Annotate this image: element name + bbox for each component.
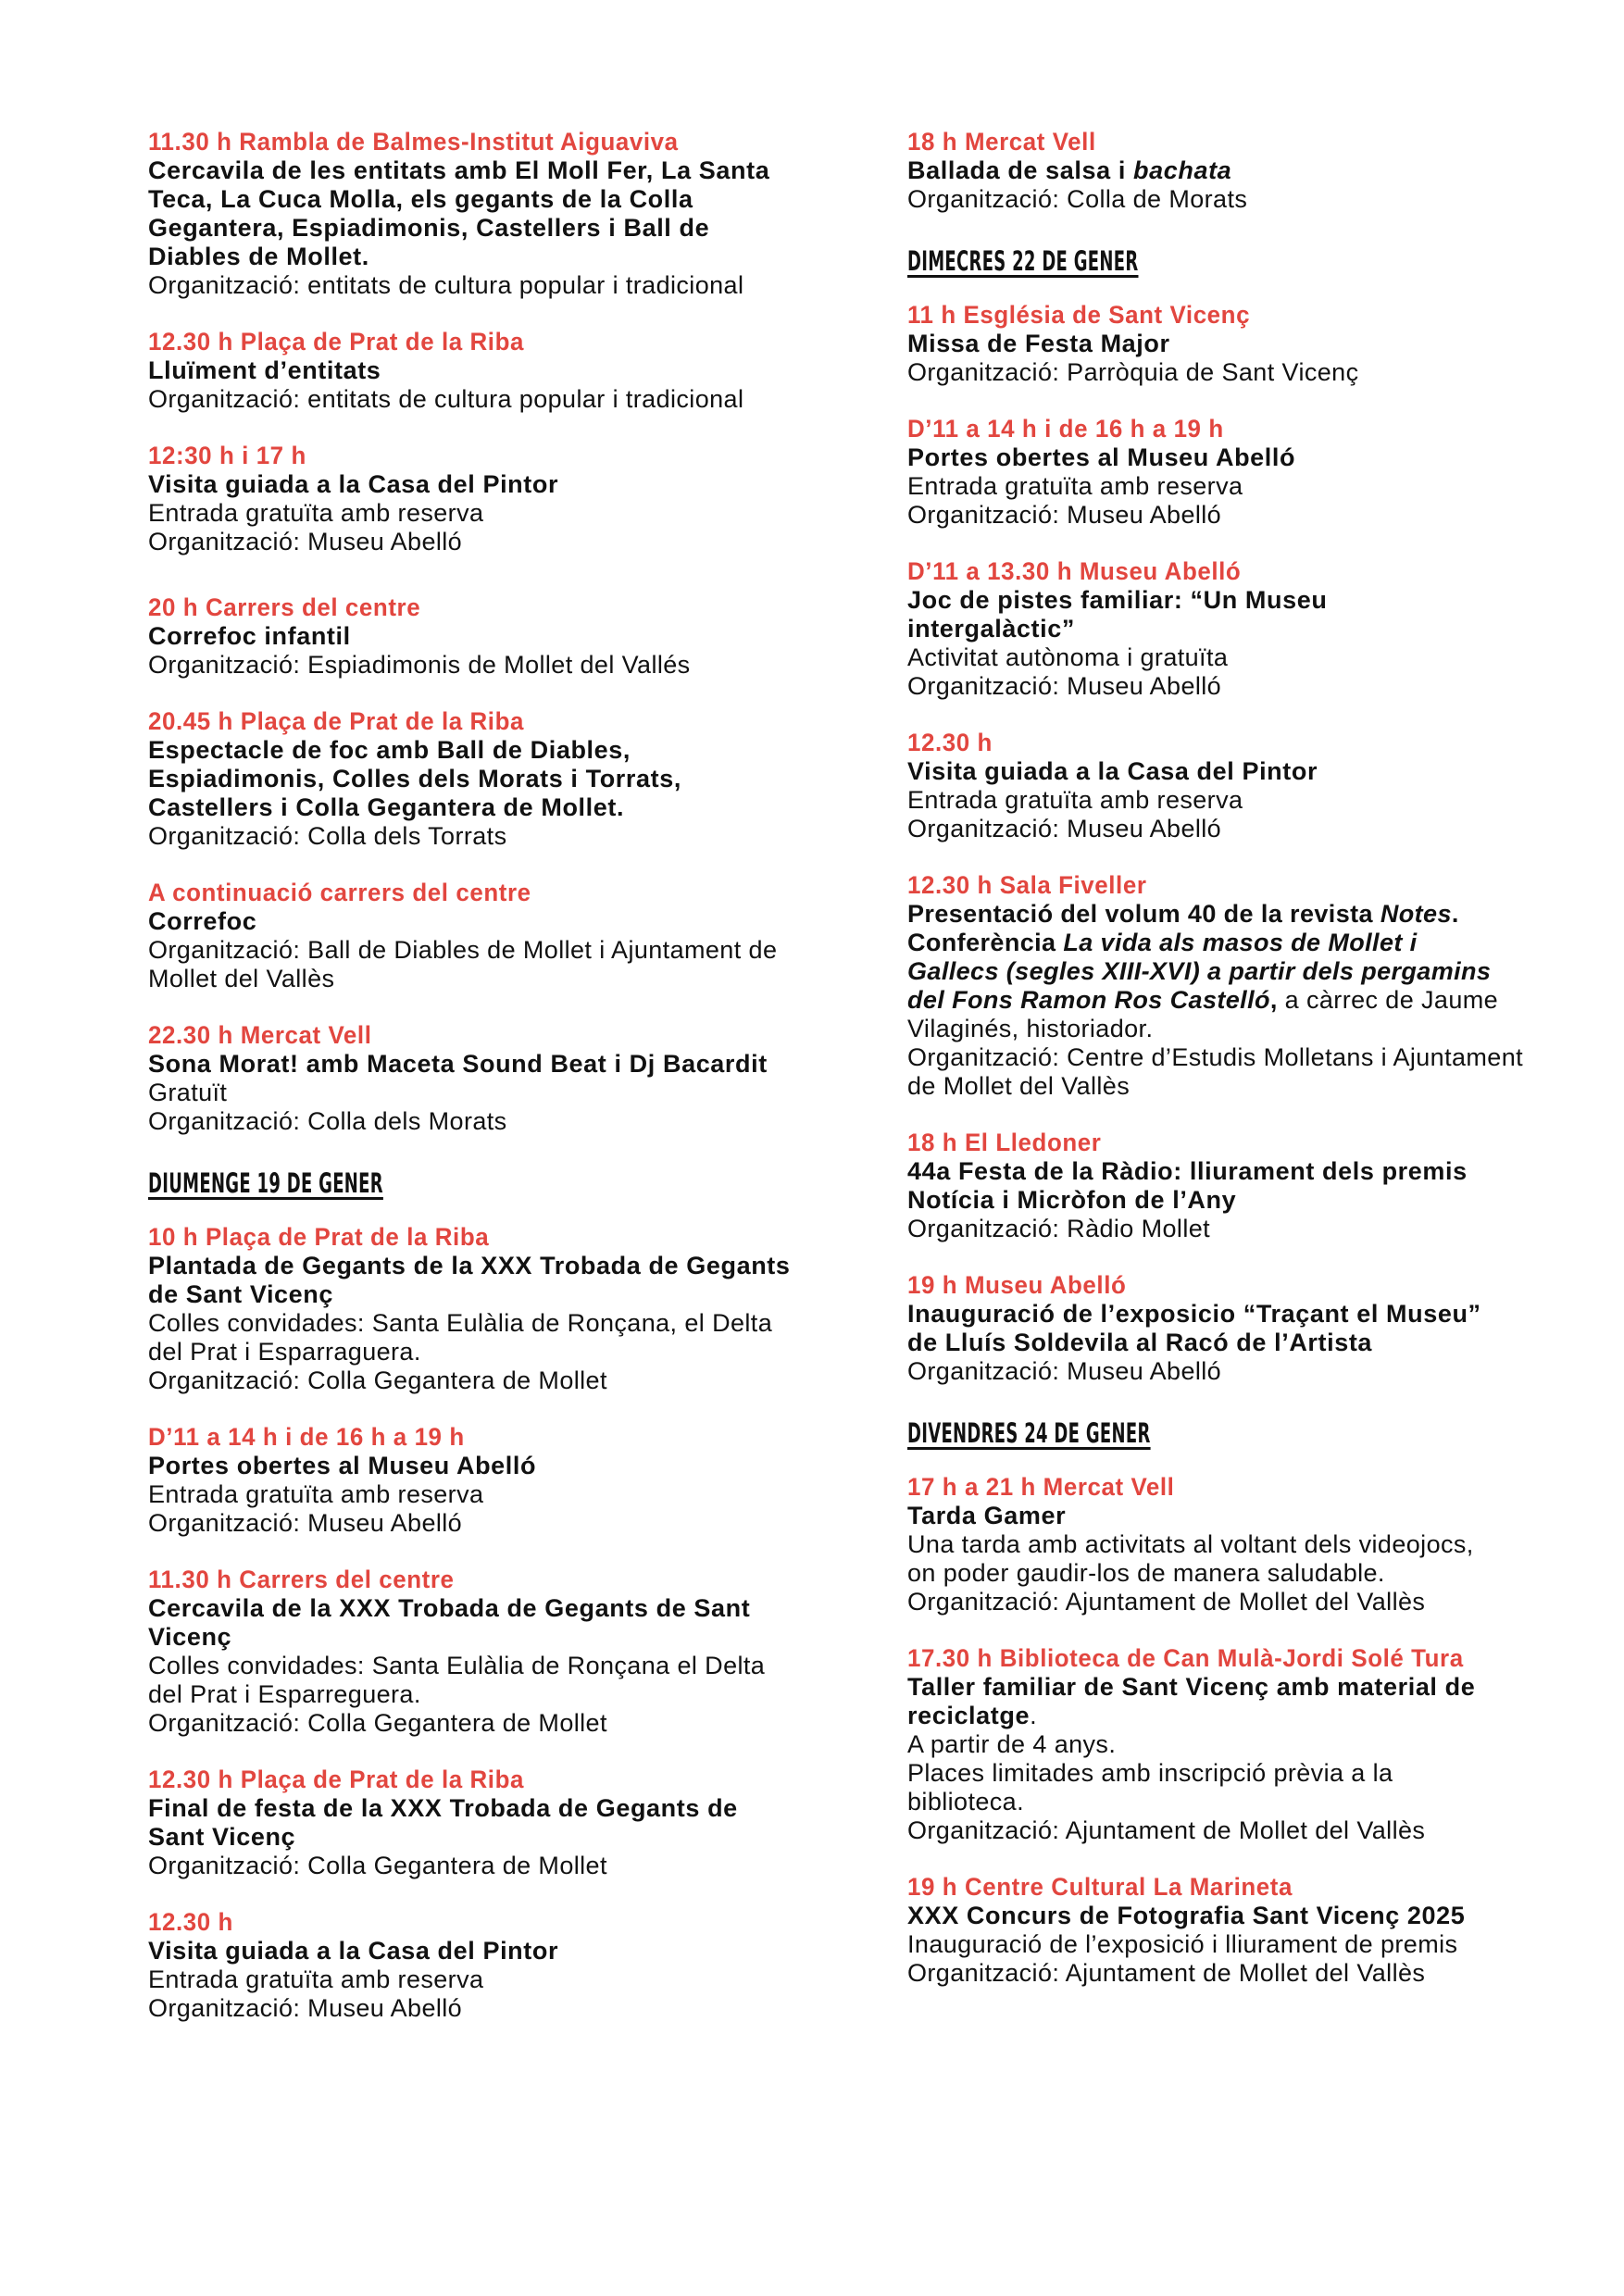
title-italic-text: bachata <box>1133 156 1232 184</box>
event-organizer: Organització: Colla Gegantera de Mollet <box>148 1366 607 1394</box>
event-correfoc-infantil <box>148 593 796 680</box>
event-description <box>907 900 1500 1043</box>
event-title: Visita guiada a la Casa del Pintor <box>907 757 1318 785</box>
event-time-place: 17.30 h Biblioteca de Can Mulà-Jordi Solé Tura <box>907 1644 1464 1672</box>
event-taller-familiar <box>907 1644 1537 1845</box>
title-text: . Conferència <box>907 900 1459 956</box>
event-time-place: 19 h Museu Abelló <box>907 1271 1127 1299</box>
event-time-place: 11.30 h Rambla de Balmes-Institut Aiguaviva <box>148 128 679 156</box>
event-title: Correfoc infantil <box>148 622 351 650</box>
event-time-place: D’11 a 13.30 h Museu Abelló <box>907 557 1242 585</box>
event-visita-guiada-wed <box>907 729 1537 843</box>
event-title: Joc de pistes familiar: “Un Museu intergalàctic” <box>907 586 1328 643</box>
event-organizer: Organització: entitats de cultura popular i tradicional <box>148 271 744 299</box>
event-time-place: 18 h El Lledoner <box>907 1129 1102 1156</box>
day-heading-sunday: DIUMENGE 19 DE GENER <box>148 1167 383 1199</box>
event-detail: A partir de 4 anys. <box>907 1730 1117 1758</box>
event-organizer: Organització: Ràdio Mollet <box>907 1215 1211 1242</box>
event-title: Portes obertes al Museu Abelló <box>907 443 1296 471</box>
event-detail: Activitat autònoma i gratuïta <box>907 643 1229 671</box>
event-title <box>907 156 1537 185</box>
event-espectacle-foc <box>148 707 796 851</box>
event-title: Cercavila de la XXX Trobada de Gegants de Sant Vicenç <box>148 1594 751 1651</box>
event-detail: Entrada gratuïta amb reserva <box>148 1480 484 1508</box>
event-detail: Entrada gratuïta amb reserva <box>148 499 484 527</box>
event-organizer: Organització: Museu Abelló <box>907 672 1222 700</box>
event-presentacio-notes <box>907 871 1537 1101</box>
event-time-place: 22.30 h Mercat Vell <box>148 1021 372 1049</box>
event-title: Portes obertes al Museu Abelló <box>148 1452 537 1479</box>
title-suffix: . <box>1030 1702 1038 1729</box>
event-time-place: 12:30 h i 17 h <box>148 442 306 469</box>
event-time-place: 19 h Centre Cultural La Marineta <box>907 1873 1293 1901</box>
event-title: Visita guiada a la Casa del Pintor <box>148 1937 559 1965</box>
event-organizer: Organització: Centre d’Estudis Molletans i Ajuntament de Mollet del Vallès <box>907 1043 1524 1100</box>
event-organizer: Organització: Colla de Morats <box>907 185 1248 213</box>
event-time-place: 12.30 h Plaça de Prat de la Riba <box>148 1766 524 1793</box>
event-time-place: 12.30 h <box>907 729 993 756</box>
event-title: XXX Concurs de Fotografia Sant Vicenç 2025 <box>907 1902 1466 1929</box>
event-detail: Entrada gratuïta amb reserva <box>907 472 1243 500</box>
event-title: Sona Morat! amb Maceta Sound Beat i Dj Bacardit <box>148 1050 768 1078</box>
event-detail: Entrada gratuïta amb reserva <box>148 1965 484 1993</box>
event-detail: Entrada gratuïta amb reserva <box>907 786 1243 814</box>
event-title: Espectacle de foc amb Ball de Diables, Espiadimonis, Colles dels Morats i Torrats, Castellers i Colla Gegantera de Mollet. <box>148 736 681 821</box>
event-time-place: 11.30 h Carrers del centre <box>148 1566 455 1593</box>
event-organizer: Organització: Espiadimonis de Mollet del Vallés <box>148 651 691 679</box>
event-visita-guiada <box>148 442 796 556</box>
event-festa-radio <box>907 1129 1537 1243</box>
event-portes-obertes <box>148 1423 796 1538</box>
event-organizer: Organització: Parròquia de Sant Vicenç <box>907 358 1359 386</box>
event-time-place: 12.30 h <box>148 1908 233 1936</box>
day-heading-friday: DIVENDRES 24 DE GENER <box>907 1417 1151 1449</box>
event-cercavila-trobada <box>148 1566 796 1738</box>
event-time-place: 17 h a 21 h Mercat Vell <box>907 1473 1175 1501</box>
title-text: Taller familiar de Sant Vicenç amb material de reciclatge <box>907 1673 1476 1729</box>
event-organizer: Organització: Museu Abelló <box>907 1357 1222 1385</box>
event-title: Inauguració de l’exposicio “Traçant el Museu” de Lluís Soldevila al Racó de l’Artista <box>907 1300 1481 1356</box>
event-title: Tarda Gamer <box>907 1502 1067 1529</box>
left-column <box>148 128 796 2051</box>
event-plantada-gegants <box>148 1223 796 1395</box>
event-detail: Una tarda amb activitats al voltant dels videojocs, on poder gaudir-los de manera saludable. <box>907 1530 1474 1587</box>
event-concurs-fotografia <box>907 1873 1537 1988</box>
event-organizer: Organització: Ball de Diables de Mollet i Ajuntament de Mollet del Vallès <box>148 936 778 992</box>
event-time-place: 12.30 h Plaça de Prat de la Riba <box>148 328 524 356</box>
event-portes-obertes-wed <box>907 415 1537 530</box>
event-organizer: Organització: Ajuntament de Mollet del Vallès <box>907 1588 1426 1616</box>
event-organizer: Organització: Colla Gegantera de Mollet <box>148 1852 607 1879</box>
event-title: Cercavila de les entitats amb El Moll Fer, La Santa Teca, La Cuca Molla, els gegants de la Colla Gegantera, Espiadimonis, Castellers i Ball de Diables de Mollet. <box>148 156 770 270</box>
event-organizer: Organització: Museu Abelló <box>148 1994 463 2022</box>
event-time-place: D’11 a 14 h i de 16 h a 19 h <box>907 415 1224 443</box>
event-detail: Places limitades amb inscripció prèvia a la biblioteca. <box>907 1759 1393 1816</box>
title-text: , <box>1269 986 1278 1014</box>
event-organizer: Organització: Colla dels Torrats <box>148 822 507 850</box>
title-text: Presentació del volum 40 de la revista <box>907 900 1380 928</box>
speaker-text: a càrrec de Jaume Vilaginés, historiador. <box>907 986 1499 1042</box>
event-ballada-salsa <box>907 128 1537 214</box>
event-organizer: Organització: Colla Gegantera de Mollet <box>148 1709 607 1737</box>
event-visita-guiada-sunday <box>148 1908 796 2023</box>
title-text: Ballada de salsa i <box>907 156 1134 184</box>
event-organizer: Organització: Colla dels Morats <box>148 1107 507 1135</box>
event-sona-morat <box>148 1021 796 1136</box>
event-time-place: 11 h Església de Sant Vicenç <box>907 301 1251 329</box>
event-tarda-gamer <box>907 1473 1537 1616</box>
event-title: Correfoc <box>148 907 257 935</box>
right-column <box>907 128 1537 2015</box>
event-time-place: D’11 a 14 h i de 16 h a 19 h <box>148 1423 465 1451</box>
event-title: Final de festa de la XXX Trobada de Gegants de Sant Vicenç <box>148 1794 738 1851</box>
day-heading-wednesday: DIMECRES 22 DE GENER <box>907 245 1139 277</box>
event-organizer: Organització: Ajuntament de Mollet del Vallès <box>907 1816 1426 1844</box>
event-title: Visita guiada a la Casa del Pintor <box>148 470 559 498</box>
event-time-place: 20.45 h Plaça de Prat de la Riba <box>148 707 524 735</box>
event-missa <box>907 301 1537 387</box>
event-correfoc <box>148 879 796 993</box>
event-detail: Gratuït <box>148 1079 228 1106</box>
event-title <box>907 1673 1537 1730</box>
event-title: Missa de Festa Major <box>907 330 1170 357</box>
event-time-place: A continuació carrers del centre <box>148 879 531 906</box>
event-organizer: Organització: Museu Abelló <box>148 528 463 555</box>
event-lluiment <box>148 328 796 414</box>
event-time-place: 20 h Carrers del centre <box>148 593 421 621</box>
event-title: Plantada de Gegants de la XXX Trobada de Gegants de Sant Vicenç <box>148 1252 791 1308</box>
event-detail: Colles convidades: Santa Eulàlia de Ronçana el Delta del Prat i Esparreguera. <box>148 1652 766 1708</box>
event-organizer: Organització: Museu Abelló <box>907 815 1222 842</box>
event-organizer: Organització: Museu Abelló <box>907 501 1222 529</box>
event-inauguracio-exposicio <box>907 1271 1537 1386</box>
event-cercavila-entitats <box>148 128 796 300</box>
event-time-place: 18 h Mercat Vell <box>907 128 1096 156</box>
lecture-title: La vida als masos de Mollet i Gallecs (segles XIII-XVI) a partir dels pergamins del Fons Ramon Ros Castelló <box>907 929 1492 1014</box>
event-title: Lluïment d’entitats <box>148 356 381 384</box>
event-joc-pistes <box>907 557 1537 701</box>
event-title: 44a Festa de la Ràdio: lliurament dels premis Notícia i Micròfon de l’Any <box>907 1157 1468 1214</box>
event-detail: Colles convidades: Santa Eulàlia de Ronçana, el Delta del Prat i Esparraguera. <box>148 1309 773 1366</box>
event-organizer: Organització: Ajuntament de Mollet del Vallès <box>907 1959 1426 1987</box>
event-time-place: 10 h Plaça de Prat de la Riba <box>148 1223 490 1251</box>
event-final-festa <box>148 1766 796 1880</box>
event-detail: Inauguració de l’exposició i lliurament de premis <box>907 1930 1458 1958</box>
journal-title: Notes <box>1380 900 1452 928</box>
event-organizer: Organització: Museu Abelló <box>148 1509 463 1537</box>
event-organizer: Organització: entitats de cultura popular i tradicional <box>148 385 744 413</box>
event-time-place: 12.30 h Sala Fiveller <box>907 871 1147 899</box>
